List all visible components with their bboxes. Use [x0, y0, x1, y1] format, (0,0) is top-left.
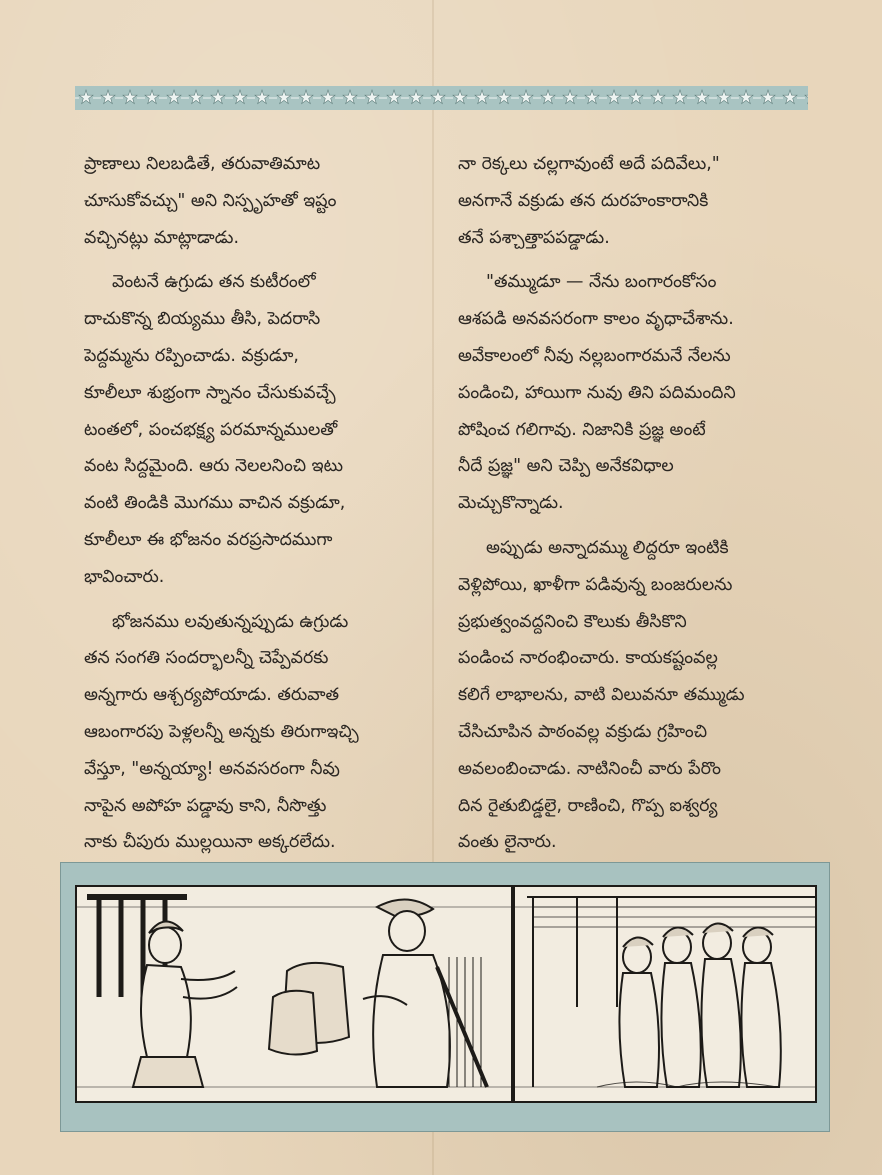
text-line: పండించ నారంభించారు. కాయకష్టంవల్ల	[458, 648, 718, 669]
text-line: నీదే ప్రజ్ఞ" అని చెప్పి అనేకవిధాల	[458, 456, 674, 477]
text-line: పోషించ గలిగావు. నిజానికి ప్రజ్ఞ అంటే	[458, 419, 706, 440]
text-line: పెద్దమ్మను రప్పించాడు. వక్రుడూ,	[84, 345, 299, 366]
text-line: వంటి తిండికి మొగము వాచిన వక్రుడూ,	[84, 493, 346, 514]
text-line: ఆబంగారపు పెళ్లలన్నీ అన్నకు తిరుగాఇచ్చి	[84, 721, 359, 742]
text-line: అన్నగారు ఆశ్చర్యపోయాడు. తరువాత	[84, 685, 339, 706]
text-line: వంట సిద్దమైంది. ఆరు నెలలనించి ఇటు	[84, 456, 344, 477]
text-line: ఆశపడి అనవసరంగా కాలం వృధాచేశాను.	[458, 309, 734, 330]
text-line: భోజనము లవుతున్నప్పుడు ఉగ్రుడు	[112, 611, 349, 632]
text-line: వెంటనే ఉగ్రుడు తన కుటీరంలో	[112, 272, 316, 293]
text-line: "తమ్ముడూ — నేను బంగారంకోసం	[486, 272, 717, 293]
illustration-frame	[75, 885, 817, 1103]
left-text-column	[84, 146, 446, 861]
paragraph-gap	[84, 256, 446, 264]
text-line: దాచుకొన్న బియ్యము తీసి, పెదరాసి	[84, 309, 321, 330]
text-line: అనగానే వక్రుడు తన దురహంకారానికి	[458, 190, 709, 211]
text-line: చేసిచూపిన పాఠంవల్ల వక్రుడు గ్రహించి	[458, 721, 708, 742]
text-line: కూలీలూ శుభ్రంగా స్నానం చేసుకువచ్చే	[84, 382, 336, 403]
star-pattern-icon	[75, 86, 808, 110]
text-line: నా రెక్కలు చల్లగావుంటే అదే పదివేలు,"	[458, 154, 720, 174]
text-line: వచ్చినట్లు మాట్లాడాడు.	[84, 227, 239, 248]
text-line: అవలంబించాడు. నాటినించీ వారు పేరొం	[458, 758, 721, 779]
village-scene-illustration	[77, 887, 815, 1101]
text-line: అవేకాలంలో నీవు నల్లబంగారమనే నేలను	[458, 345, 731, 366]
text-line: దిన రైతుబిడ్డలై, రాణించి, గొప్ప ఐశ్వర్య	[458, 795, 718, 816]
text-line: ప్రభుత్వంవద్దనించి కౌలుకు తీసికొని	[458, 611, 687, 632]
paragraph-gap	[458, 522, 820, 530]
text-line: టంతలో, పంచభక్ష్య పరమాన్నములతో	[84, 419, 338, 440]
text-line: వంతు లైనారు.	[458, 832, 557, 853]
text-line: నాపైన అపోహ పడ్డావు కాని, నీసొత్తు	[84, 795, 327, 816]
paragraph-gap	[84, 596, 446, 604]
text-line: వెళ్లిపోయి, ఖాళీగా పడివున్న బంజరులను	[458, 574, 733, 595]
paragraph-gap	[458, 256, 820, 264]
decorative-border-band	[75, 86, 808, 110]
text-line: తనే పశ్చాత్తాపపడ్డాడు.	[458, 227, 610, 248]
text-line: భావించారు.	[84, 566, 165, 587]
text-line: ప్రాణాలు నిలబడితే, తరువాతిమాట	[84, 154, 321, 174]
text-line: కూలీలూ ఈ భోజనం వరప్రసాదముగా	[84, 529, 333, 550]
text-line: తన సంగతి సందర్భాలన్నీ చెప్పేవరకు	[84, 648, 329, 669]
text-line: అప్పుడు అన్నాదమ్ము లిద్దరూ ఇంటికి	[486, 537, 729, 558]
right-text-column	[458, 146, 820, 861]
text-line: మెచ్చుకొన్నాడు.	[458, 493, 564, 514]
text-line: కలిగే లాభాలను, వాటి విలువనూ తమ్ముడు	[458, 685, 745, 706]
story-illustration	[60, 862, 830, 1132]
text-line: వేస్తూ, "అన్నయ్యా! అనవసరంగా నీవు	[84, 758, 340, 779]
text-line: నాకు చీపురు ముల్లయినా అక్కరలేదు.	[84, 832, 336, 853]
text-line: పండించి, హాయిగా నువు తిని పదిమందిని	[458, 382, 736, 403]
text-line: చూసుకోవచ్చు" అని నిస్పృహతో ఇష్టం	[84, 190, 337, 211]
